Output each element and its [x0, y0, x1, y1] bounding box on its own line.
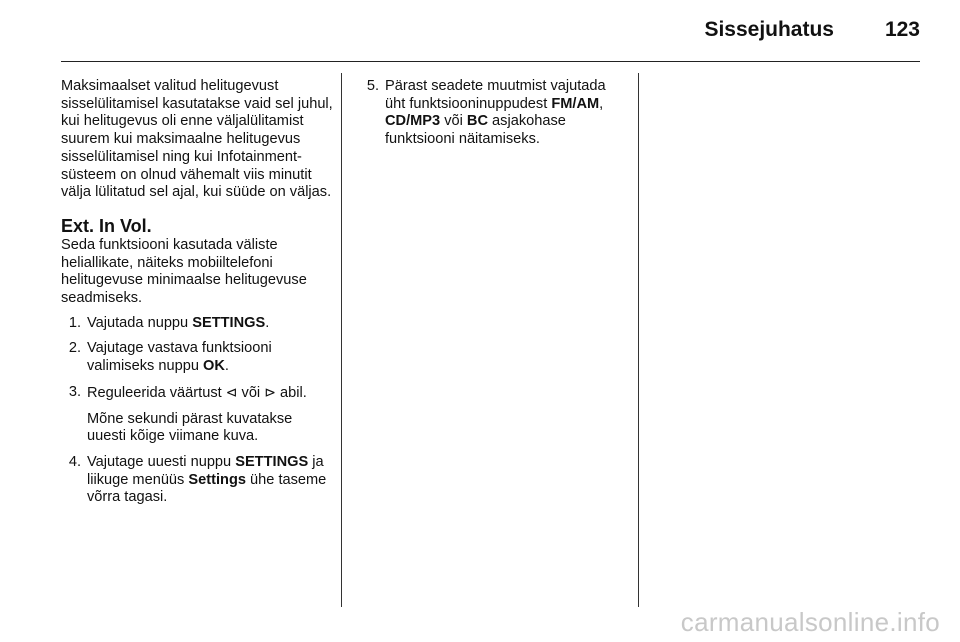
step-number: 3.	[68, 383, 81, 400]
step-text-part: või	[440, 113, 467, 130]
step-text	[87, 384, 333, 446]
step-text	[87, 315, 333, 333]
step-text	[87, 340, 333, 375]
step-text-part: Vajutada nuppu	[87, 314, 193, 331]
list-item	[365, 78, 627, 149]
steps-list	[61, 315, 333, 507]
button-name: SETTINGS	[192, 314, 266, 331]
step-text-part: või	[237, 384, 265, 401]
step-text-part: Reguleerida väärtust	[87, 384, 226, 401]
step-text	[385, 78, 627, 149]
step-number: 2.	[68, 340, 81, 357]
button-name: OK	[203, 358, 225, 375]
step-number: 5.	[366, 78, 379, 94]
step-text-part: .	[224, 358, 229, 375]
list-item	[61, 454, 333, 507]
step-text-part: ,	[599, 95, 604, 112]
step-text-part: .	[265, 314, 270, 331]
step-text-part: ja liikuge menüüs	[87, 453, 324, 488]
step-number: 4.	[68, 453, 81, 470]
intro-paragraph: Maksimaalset valitud helitugevust sisselülitamisel kasutatakse vaid sel juhul, kui helitugevus oli enne väljalülitamist suurem kui maksimaalne helitugevus sisselülitamisel ning kui Infotainment-süsteem on olnud vähemalt viis minutit välja lülitatud sel ajal, kui süüde on väljas.	[61, 78, 333, 201]
list-item	[61, 384, 333, 446]
step-text-part: ühe taseme võrra tagasi.	[87, 471, 327, 506]
header-divider	[61, 61, 920, 62]
step-text-part: Vajutage uuesti nuppu	[87, 453, 236, 470]
column-divider-right	[638, 73, 639, 607]
left-column	[61, 78, 333, 515]
watermark-text: carmanualsonline.info	[680, 607, 940, 637]
step-text-part: asjakohase funktsiooni näitamiseks.	[385, 113, 566, 148]
step-number: 1.	[68, 314, 81, 331]
list-item	[61, 340, 333, 375]
list-item	[61, 315, 333, 333]
step-text-part: Pärast seadete muutmist vajutada üht funktsiooninuppudest	[385, 78, 606, 112]
step-note: Mõne sekundi pärast kuvatakse uuesti kõige viimane kuva.	[87, 410, 293, 445]
page-number: 123	[884, 18, 920, 41]
middle-column	[365, 78, 627, 157]
button-name: FM/AM	[551, 95, 600, 112]
column-divider-left	[341, 73, 342, 607]
button-name: BC	[466, 113, 488, 130]
step-text	[87, 454, 333, 507]
section-paragraph: Seda funktsiooni kasutada väliste heliallikate, näiteks mobiiltelefoni helitugevuse minimaalse helitugevuse seadmiseks.	[61, 236, 307, 307]
button-name: CD/MP3	[385, 113, 441, 130]
steps-list-continued	[365, 78, 627, 149]
step-text-part: abil.	[275, 384, 307, 401]
page-header	[61, 16, 920, 46]
triangle-right-icon: ⊳	[264, 383, 276, 400]
step-text-part: Vajutage vastava funktsiooni valimiseks nuppu	[87, 340, 272, 375]
button-name: SETTINGS	[235, 453, 309, 470]
page-title: Sissejuhatus	[704, 18, 834, 41]
triangle-left-icon: ⊲	[225, 383, 238, 400]
menu-name: Settings	[188, 471, 246, 488]
section-heading: Ext. In Vol.	[61, 215, 152, 236]
